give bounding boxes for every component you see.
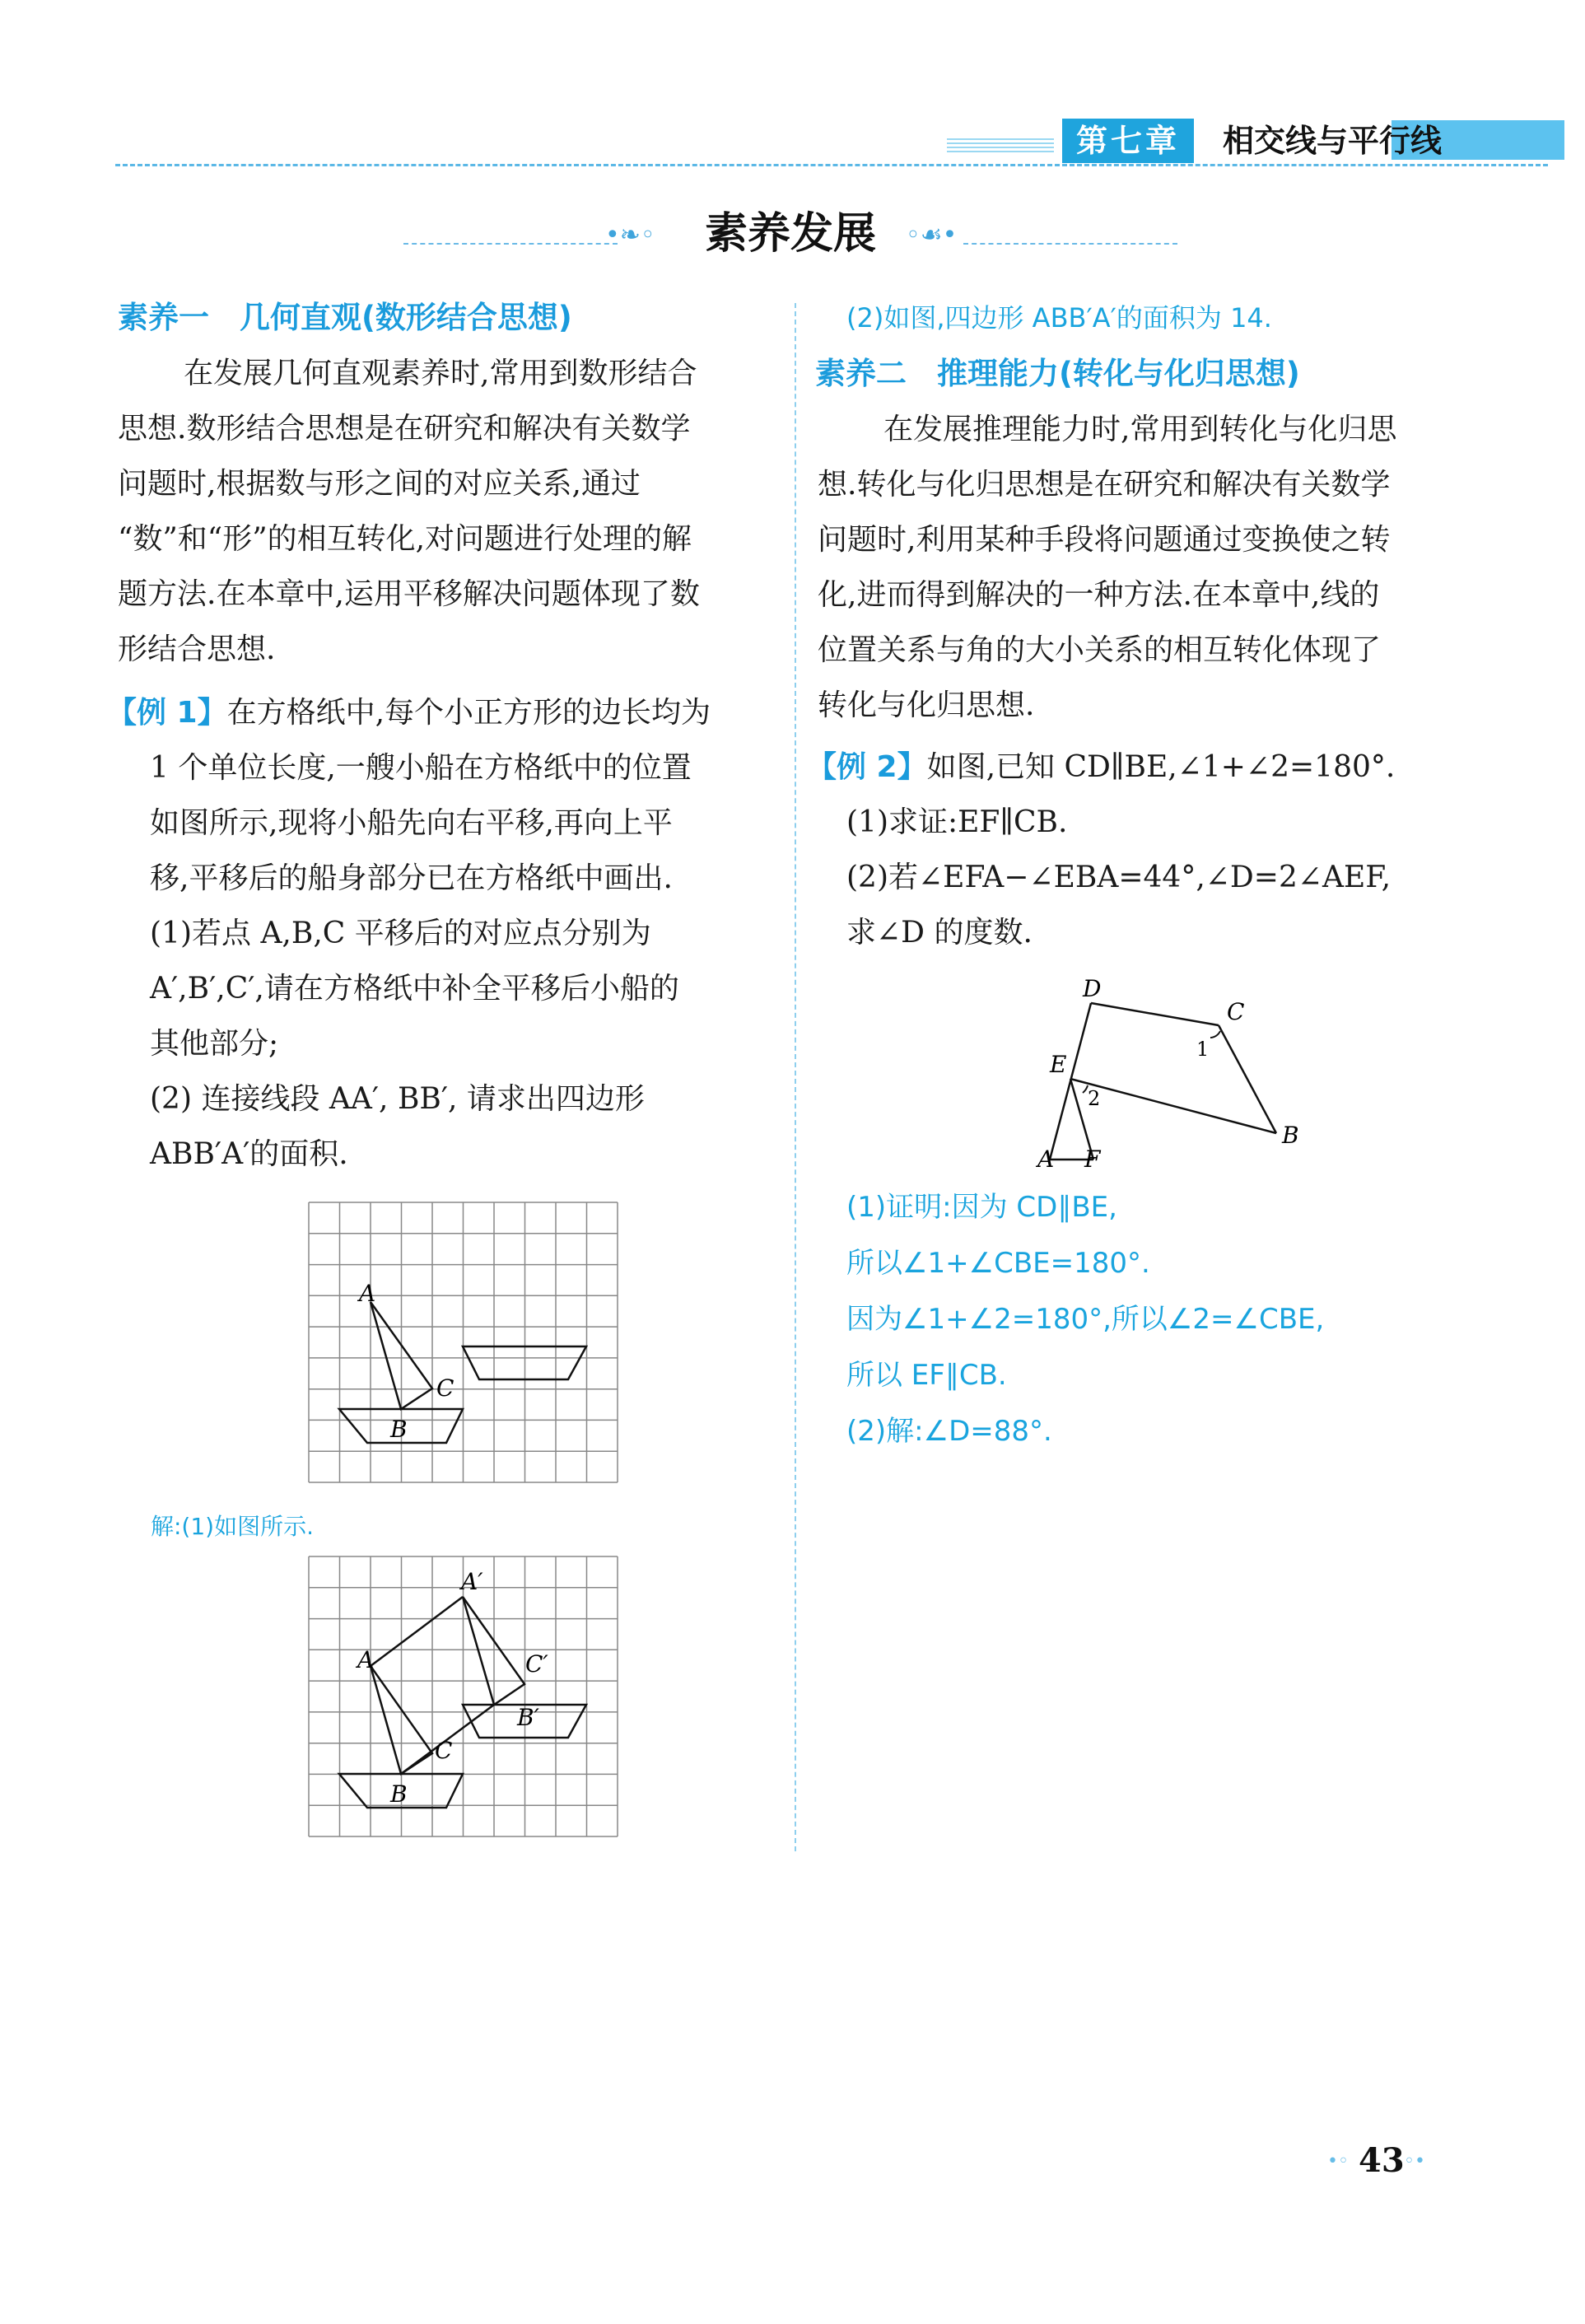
header-rule	[115, 164, 1548, 166]
angle-1-label: 1	[1196, 1038, 1210, 1061]
example-2-line: 如图,已知 CD∥BE,∠1+∠2=180°.	[926, 750, 1396, 784]
example-2-line: (1)求证:EF∥CB.	[846, 805, 1068, 839]
grid-figure-1	[303, 1198, 620, 1486]
example-2-line: (2)若∠EFA−∠EBA=44°,∠D=2∠AEF,	[846, 861, 1392, 894]
answer-1-part1: 解:(1)如图所示.	[151, 1513, 314, 1540]
example-1-line: 移,平移后的船身部分已在方格纸中画出.	[150, 861, 673, 895]
answer-1-part2: (2)如图,四边形 ABB′A′的面积为 14.	[846, 302, 1272, 334]
example-2-line: 求∠D 的度数.	[846, 916, 1033, 950]
left-intro-line: “数”和“形”的相互转化,对问题进行处理的解	[118, 522, 692, 556]
page-number-ornament-left-icon: •◦	[1327, 2151, 1349, 2172]
label-D: D	[1083, 975, 1102, 1002]
section-title: 素养发展	[704, 208, 876, 259]
example-1-line: 其他部分;	[150, 1027, 279, 1061]
example-1-line: ABB′A′的面积.	[150, 1137, 348, 1171]
grid-lines	[309, 1202, 618, 1482]
example-1-line: (2) 连接线段 AA′, BB′, 请求出四边形	[150, 1082, 645, 1116]
label-C-prime: C′	[525, 1650, 548, 1678]
left-intro-line: 问题时,根据数与形之间的对应关系,通过	[118, 467, 641, 501]
example-1	[107, 685, 782, 1182]
page-number-ornament-right-icon: ◦•	[1404, 2151, 1425, 2172]
solution-line: 所以 EF∥CB.	[846, 1359, 1007, 1392]
right-intro-line: 化,进而得到解决的一种方法.在本章中,线的	[818, 578, 1380, 612]
chapter-badge: 第七章	[1062, 119, 1194, 163]
example-2-solution	[846, 1179, 1489, 1459]
left-intro-line: 思想.数形结合思想是在研究和解决有关数学	[118, 412, 691, 446]
grid-figure-2	[303, 1552, 620, 1841]
label-C: C	[435, 1737, 453, 1764]
example-1-line: 在方格纸中,每个小正方形的边长均为	[226, 696, 711, 730]
left-intro	[118, 346, 776, 677]
page-number: 43	[1359, 2141, 1405, 2180]
example-1-line: A′,B′,C′,请在方格纸中补全平移后小船的	[150, 972, 679, 1006]
label-B: B	[390, 1416, 408, 1443]
solution-line: (2)解:∠D=88°.	[846, 1415, 1052, 1448]
example-1-line: 如图所示,现将小船先向右平移,再向上平	[150, 806, 673, 840]
title-rule-right	[963, 243, 1177, 245]
angle-2-label: 2	[1088, 1087, 1101, 1110]
title-ornament-left-icon: •❧◦	[605, 221, 655, 250]
label-A: A	[1037, 1146, 1055, 1169]
column-divider	[795, 303, 796, 1851]
solution-line: 因为∠1+∠2=180°,所以∠2=∠CBE,	[846, 1303, 1325, 1336]
title-rule-left	[403, 243, 618, 245]
example-1-line: (1)若点 A,B,C 平移后的对应点分别为	[150, 917, 651, 950]
right-intro-line: 问题时,利用某种手段将问题通过变换使之转	[818, 523, 1391, 557]
chapter-title: 相交线与平行线	[1223, 123, 1443, 159]
solution-line: (1)证明:因为 CD∥BE,	[846, 1191, 1117, 1224]
right-intro-line: 位置关系与角的大小关系的相互转化体现了	[818, 633, 1382, 667]
label-E: E	[1050, 1051, 1067, 1078]
left-intro-line: 题方法.在本章中,运用平移解决问题体现了数	[118, 577, 700, 611]
left-intro-line: 形结合思想.	[118, 632, 276, 666]
right-intro-line: 想.转化与化归思想是在研究和解决有关数学	[818, 468, 1391, 502]
label-C: C	[436, 1374, 455, 1402]
label-A: A	[357, 1646, 375, 1673]
example-2-tag: 【例 2】	[807, 750, 927, 784]
label-A: A	[359, 1280, 376, 1307]
right-intro	[818, 402, 1485, 733]
label-B: B	[390, 1780, 408, 1808]
label-A-prime: A′	[461, 1568, 483, 1595]
figure-lines	[1050, 1003, 1276, 1160]
label-B: B	[1282, 1122, 1299, 1149]
geometry-figure	[1033, 972, 1305, 1169]
left-heading: 素养一 几何直观(数形结合思想)	[118, 300, 572, 335]
right-intro-line: 在发展推理能力时,常用到转化与化归思	[883, 413, 1397, 446]
label-C: C	[1227, 998, 1245, 1025]
label-F: F	[1084, 1146, 1101, 1169]
example-2	[807, 740, 1499, 960]
example-1-line: 1 个单位长度,一艘小船在方格纸中的位置	[150, 751, 692, 785]
left-intro-line: 在发展几何直观素养时,常用到数形结合	[184, 357, 697, 390]
title-ornament-right-icon: ◦☙•	[906, 221, 958, 250]
header-decoration	[947, 138, 1054, 155]
label-B-prime: B′	[517, 1704, 539, 1731]
solution-line: 所以∠1+∠CBE=180°.	[846, 1247, 1150, 1280]
example-1-tag: 【例 1】	[107, 696, 227, 730]
right-heading: 素养二 推理能力(转化与化归思想)	[815, 356, 1300, 391]
right-intro-line: 转化与化归思想.	[818, 688, 1035, 722]
